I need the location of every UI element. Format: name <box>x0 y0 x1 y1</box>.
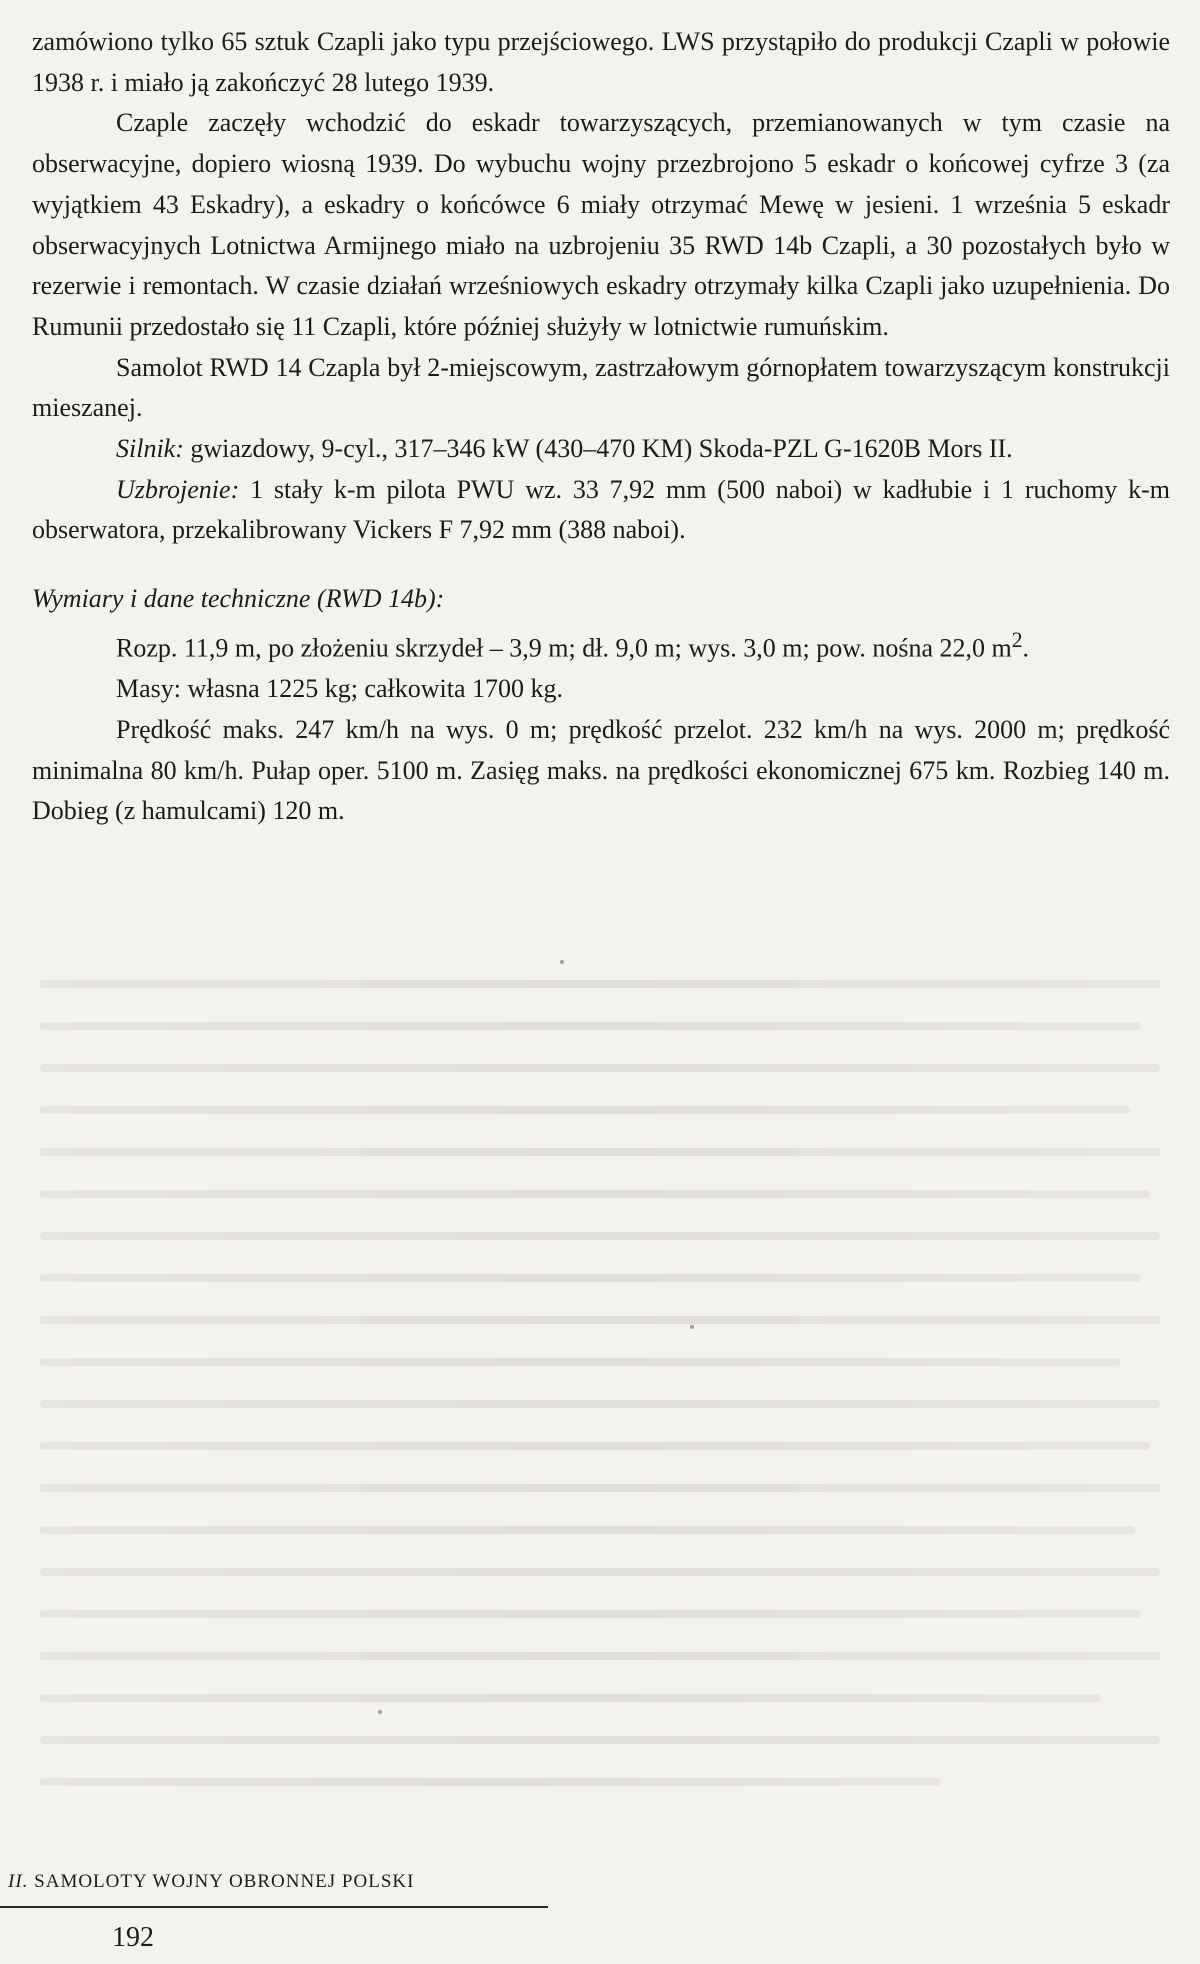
dimensions-text: Rozp. 11,9 m, po złożeniu skrzydeł – 3,9 m; dł. 9,0 m; wys. 3,0 m; pow. nośna 22,0 m <box>116 633 1012 663</box>
dimensions-suffix: . <box>1022 633 1030 663</box>
armament-text: 1 stały k-m pilota PWU wz. 33 7,92 mm (500 naboi) w kadłubie i 1 ruchomy k-m obserwatora, przekalibrowany Vickers F 7,92 mm (388 naboi). <box>32 474 1171 545</box>
footer-rule <box>0 1906 548 1908</box>
engine-text: gwiazdowy, 9-cyl., 317–346 kW (430–470 KM) Skoda-PZL G-1620B Mors II. <box>190 434 1013 464</box>
dimensions-superscript: 2 <box>1011 627 1023 652</box>
page-number: 192 <box>112 1922 154 1953</box>
paper-speck <box>378 1710 382 1714</box>
paragraph-eskadry: Czaple zaczęły wchodzić do eskadr towarzyszących, przemianowanych w tym czasie na obserwacyjne, dopiero wiosną 1939. Do wybuchu wojny przezbrojono 5 eskadr o końcowej cyfrze 3 (za wyjątkiem 43 Eskadry), a eskadry o końcówce 6 miały otrzymać Mewę w jesieni. 1 września 5 eskadr obserwacyjnych Lotnictwa Armijnego miało na uzbrojeniu 35 RWD 14b Czapli, a 30 pozostałych było w rezerwie i remontach. W czasie działań wrześniowych eskadry otrzymały kilka Czapli jako uzupełnienia. Do Rumunii przedostało się 11 Czapli, które później służyły w lotnictwie rumuńskim. <box>32 108 1170 341</box>
engine-label: Silnik: <box>116 434 184 464</box>
paragraph-description: Samolot RWD 14 Czapla był 2-miejscowym, zastrzałowym górnopłatem towarzyszącym konstrukcji mieszanej. <box>32 352 1170 423</box>
paper-speck <box>560 960 564 964</box>
paragraph-continuation: zamówiono tylko 65 sztuk Czapli jako typu przejściowego. LWS przystąpiło do produkcji Czapli w połowie 1938 r. i miało ją zakończyć 28 lutego 1939. <box>32 27 1170 97</box>
performance-spec: Prędkość maks. 247 km/h na wys. 0 m; prędkość przelot. 232 km/h na wys. 2000 m; prędkość minimalna 80 km/h. Pułap oper. 5100 m. Zasięg maks. na prędkości ekonomicznej 675 km. Rozbieg 140 m. Dobieg (z hamulcami) 120 m. <box>32 714 1170 826</box>
armament-spec <box>32 470 1170 551</box>
masses-spec: Masy: własna 1225 kg; całkowita 1700 kg. <box>116 674 563 704</box>
armament-label: Uzbrojenie: <box>116 474 240 504</box>
dimensions-spec <box>32 620 1170 669</box>
running-head <box>8 1871 414 1893</box>
specs-heading: Wymiary i dane techniczne (RWD 14b): <box>32 584 445 614</box>
engine-spec <box>32 429 1170 470</box>
chapter-title: SAMOLOTY WOJNY OBRONNEJ POLSKI <box>34 1871 415 1892</box>
chapter-roman: II. <box>8 1871 29 1892</box>
show-through-from-reverse-page <box>0 960 1200 1840</box>
paper-speck <box>690 1325 694 1329</box>
body-text <box>32 22 1170 832</box>
